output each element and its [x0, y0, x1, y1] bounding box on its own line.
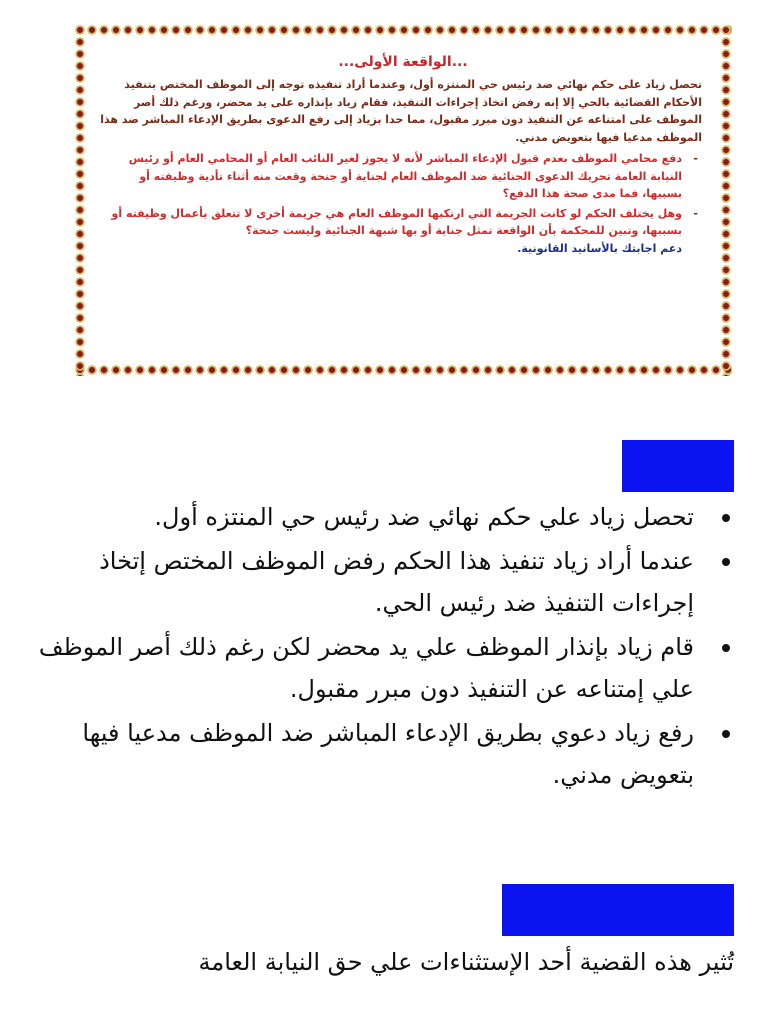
legal-heading	[502, 884, 734, 936]
fact-text: قام زياد بإنذار الموظف علي يد محضر لكن رغم ذلك أصر الموظف علي إمتناعه عن التنفيذ دون مبرر مقبول.	[38, 633, 694, 703]
legal-heading-wrap	[20, 884, 734, 936]
facts-heading-wrap	[20, 440, 734, 492]
question-marker: -	[693, 152, 698, 165]
question-item	[98, 150, 698, 203]
decorative-border-top	[74, 24, 732, 36]
support-note: دعم اجابتك بالأسانيد القانونية.	[517, 241, 682, 255]
facts-section	[20, 440, 734, 798]
case-card	[74, 24, 732, 376]
case-title-text: الواقعة الأولى	[354, 54, 452, 70]
decorative-border-right	[720, 24, 732, 376]
fact-text: تحصل زياد علي حكم نهائي ضد رئيس حي المنتزه أول.	[154, 503, 694, 531]
facts-list	[20, 496, 734, 796]
fact-text: رفع زياد دعوي بطريق الإدعاء المباشر ضد الموظف مدعيا فيها بتعويض مدني.	[82, 719, 694, 789]
case-title	[98, 54, 708, 70]
facts-heading	[622, 440, 734, 492]
bullet-icon	[722, 644, 730, 652]
legal-text: تُثير هذه القضية أحد الإستثناءات علي حق النيابة العامة	[198, 948, 734, 976]
list-item	[20, 712, 734, 796]
bullet-icon	[722, 514, 730, 522]
question-text: وهل يختلف الحكم لو كانت الجريمة التي ارتكبها الموظف العام هي جريمة أخرى لا تتعلق بأعمال وظيفته أو بسببها، وتبين للمحكمة بأن الواقعة تمثل جناية أو بها شبهة الجنائية وليست جنحة؟	[111, 206, 682, 237]
question-item	[98, 205, 698, 240]
question-text: دفع محامي الموظف بعدم قبول الإدعاء المباشر لأنه لا يجوز لغير النائب العام أو المحامي العام أو رئيس النيابة العامة تحريك الدعوى الجنائية ضد الموظف العام لجناية أو جنحة وقعت منه أثناء تأدية وظيفته أو بسببها، فما مدى صحة هذا الدفع؟	[128, 152, 682, 200]
list-item	[20, 496, 734, 538]
bullet-icon	[722, 558, 730, 566]
question-list	[98, 150, 708, 240]
title-dots-right: ...	[451, 54, 468, 70]
title-dots-left: ...	[338, 54, 355, 70]
fact-text: عندما أراد زياد تنفيذ هذا الحكم رفض الموظف المختص إتخاذ إجراءات التنفيذ ضد رئيس الحي.	[99, 547, 694, 617]
list-item	[20, 540, 734, 624]
question-marker: -	[693, 206, 698, 220]
decorative-border-bottom	[74, 364, 732, 376]
case-card-content	[98, 38, 708, 360]
bullet-icon	[722, 730, 730, 738]
legal-section	[20, 884, 734, 982]
list-item	[20, 626, 734, 710]
decorative-border-left	[74, 24, 86, 376]
case-paragraph: تحصل زياد على حكم نهائي ضد رئيس حي المنتزه أول، وعندما أراد تنفيذه توجه إلى الموظف المختص بتنفيذ الأحكام القضائية بالحي إلا إنه رفض اتخاذ إجراءات التنفيذ، فقام زياد بإنذاره على يد محضر، ورغم ذلك أصر الموظف على امتناعه عن التنفيذ دون مبرر مقبول، مما حدا بزياد إلى رفع الدعوى بطريق الإدعاء المباشر ضد هذا الموظف مدعيا فيها بتعويض مدني.	[100, 78, 702, 144]
